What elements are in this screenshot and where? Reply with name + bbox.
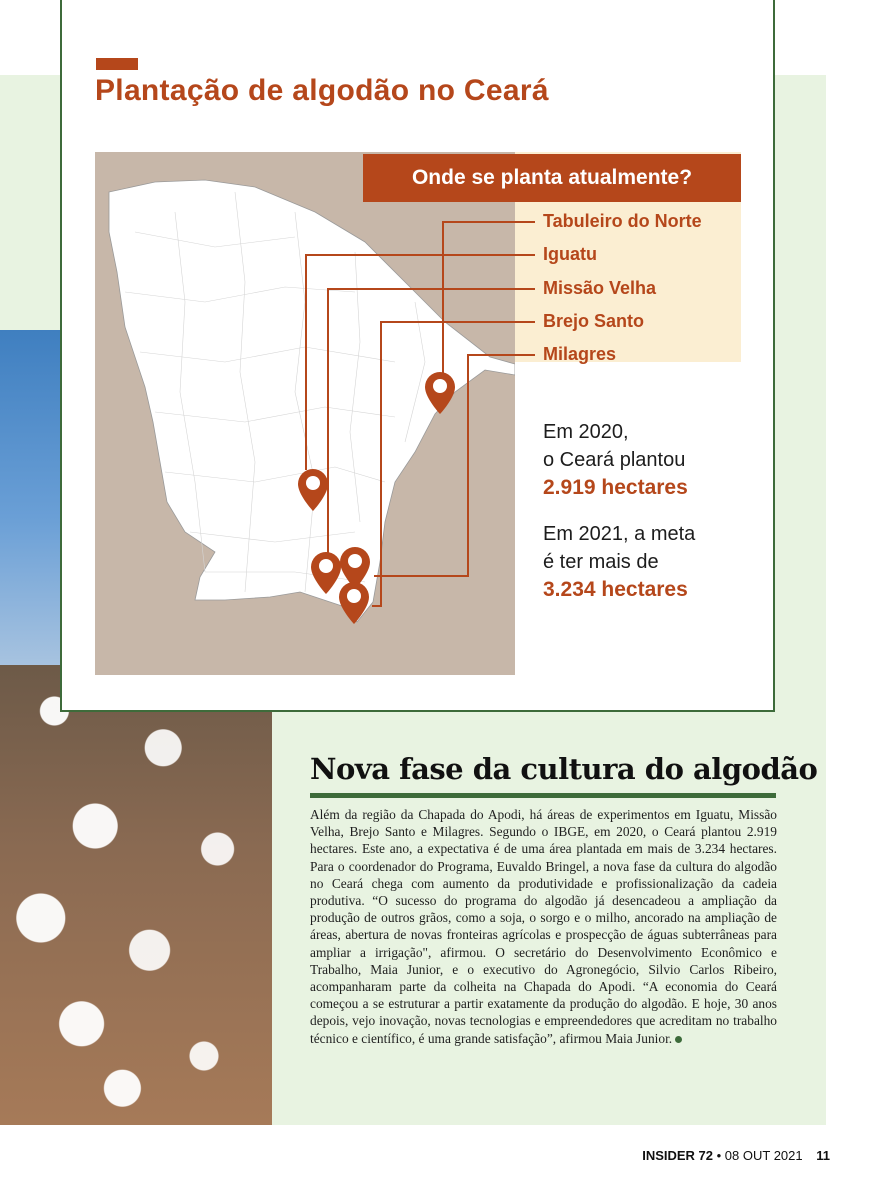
location-label-iguatu: Iguatu xyxy=(543,244,597,264)
map-pin-icon-tabuleiro xyxy=(425,372,455,414)
leader-line-tabuleiro xyxy=(443,222,535,375)
page-number: 11 xyxy=(816,1148,830,1163)
leader-line-iguatu xyxy=(306,255,535,470)
stat-2021-value: 3.234 hectares xyxy=(543,578,688,601)
map-pin-icon-missao-velha xyxy=(311,552,341,594)
stat-2020-value: 2.919 hectares xyxy=(543,476,688,499)
issue-date: • 08 OUT 2021 xyxy=(716,1148,803,1163)
stat-2021-line1: Em 2021, a meta xyxy=(543,523,696,545)
page-footer xyxy=(600,1148,830,1163)
stat-2021-line2: é ter mais de xyxy=(543,551,659,573)
magazine-name: INSIDER 72 xyxy=(642,1148,714,1163)
location-label-brejo-santo: Brejo Santo xyxy=(543,311,645,331)
article-title-rule xyxy=(310,793,776,798)
leader-line-missao-velha xyxy=(328,289,535,555)
stat-2021 xyxy=(543,520,695,604)
map-pin-icon-brejo-santo xyxy=(339,582,369,624)
article-title: Nova fase da cultura do algodão xyxy=(310,752,818,786)
article-body xyxy=(310,806,777,1047)
leader-line-brejo-santo xyxy=(372,322,535,606)
map-pin-icon-iguatu xyxy=(298,469,328,511)
location-label-tabuleiro: Tabuleiro do Norte xyxy=(543,211,702,231)
question-banner: Onde se planta atualmente? xyxy=(363,154,741,202)
location-label-missao-velha: Missão Velha xyxy=(543,278,657,298)
page-title: Plantação de algodão no Ceará xyxy=(95,74,549,107)
end-mark-icon xyxy=(675,1036,682,1043)
stat-2020-line1: Em 2020, xyxy=(543,421,629,443)
article-text: Além da região da Chapada do Apodi, há áreas de experimentos em Iguatu, Missão Velha, Brejo Santo e Milagres. Segundo o IBGE, em 2020, o Ceará plantou 2.919 hectares. Este ano, a expectativa é de uma área plantada em mais de 3.234 hectares. Para o coordenador do Programa, Euvaldo Bringel, a nova fase da cultura do algodão no Ceará chega com aumento da produtividade e profissionalização da cadeia produtiva. “O sucesso do programa do algodão já desencadeou a ampliação da produção de outros grãos, como a soja, o sorgo e o milho, ancorado na ampliação de áreas, abertura de novas fronteiras agrícolas e prospecção de águas subterrâneas para ampliar a irrigação", afirmou. O secretário do Desenvolvimento Econômico e Trabalho, Maia Junior, e o executivo do Agronegócio, Silvio Carlos Ribeiro, acompanharam parte da colheita na Chapada do Apodi. “A economia do Ceará começou a se estruturar a partir exatamente da produção do algodão. E hoje, 30 anos depois, vejo inovação, novas tecnologias e empreendedores que acreditam no trabalho técnico e científico, é uma grande satisfação”, afirmou Maia Junior. xyxy=(310,807,777,1046)
stat-2020-line2: o Ceará plantou xyxy=(543,449,686,471)
stat-2020 xyxy=(543,418,688,502)
location-label-milagres: Milagres xyxy=(543,344,617,364)
